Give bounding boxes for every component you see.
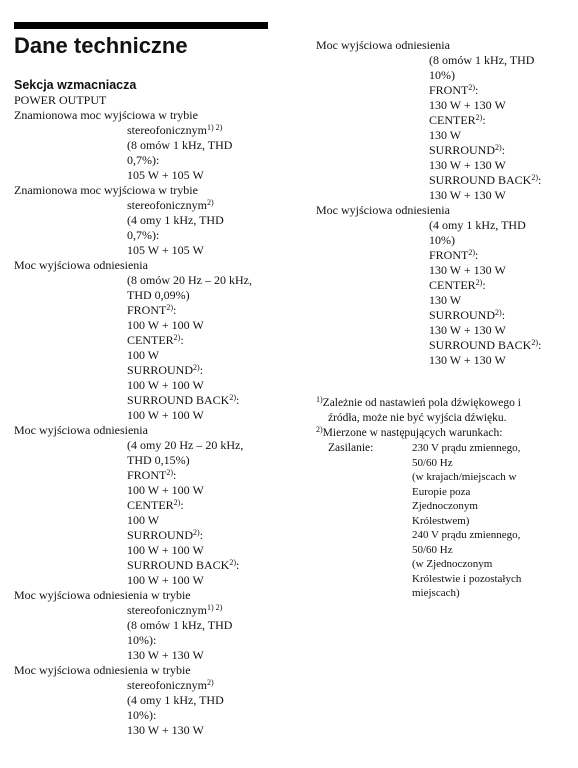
spec-line (14, 378, 294, 393)
spec-text: FRONT (429, 83, 469, 97)
spec-text: 130 W + 130 W (429, 263, 506, 277)
spec-text: SURROUND BACK (429, 338, 532, 352)
spec-text: Moc wyjściowa odniesienia (14, 423, 148, 437)
footnote-ref: 2) (495, 308, 502, 317)
spec-line (14, 258, 294, 273)
spec-line (14, 168, 294, 183)
spec-text: 100 W + 100 W (127, 378, 204, 392)
spec-line (316, 98, 571, 113)
footnote-ref: 2) (193, 528, 200, 537)
spec-text: CENTER (127, 498, 174, 512)
spec-line (316, 188, 571, 203)
spec-line (316, 158, 571, 173)
spec-text: 105 W + 105 W (127, 243, 204, 257)
spec-column-left (14, 93, 294, 738)
spec-line (316, 278, 571, 293)
supply-value-line: (w krajach/miejscach w (412, 471, 517, 483)
footnote-2 (316, 426, 571, 441)
spec-text: 100 W + 100 W (127, 573, 204, 587)
footnote-ref: 1) 2) (206, 603, 223, 612)
footnote-text: Mierzone w następujących warunkach: (322, 427, 503, 439)
spec-text: 130 W (429, 293, 462, 307)
spec-line (14, 618, 294, 633)
spec-text: 0,7%): (127, 228, 160, 242)
spec-line (316, 218, 571, 233)
spec-line (316, 128, 571, 143)
footnote-ref: 2) (475, 278, 483, 287)
footnote-ref: 2) (229, 393, 237, 402)
spec-line (14, 303, 294, 318)
spec-text: SURROUND BACK (429, 173, 532, 187)
spec-text: (8 omów 1 kHz, THD (127, 618, 233, 632)
supply-value-line: Królestwie i pozostałych (412, 572, 522, 585)
spec-text: (4 omy 20 Hz – 20 kHz, (127, 438, 244, 452)
spec-text: SURROUND BACK (127, 393, 230, 407)
spec-line (14, 558, 294, 573)
spec-text: CENTER (127, 333, 174, 347)
spec-line (14, 228, 294, 243)
spec-text: SURROUND (127, 363, 194, 377)
supply-label: Zasilanie: (328, 442, 374, 454)
spec-line (14, 528, 294, 543)
footnote-ref: 1) 2) (206, 123, 223, 132)
spec-line (14, 693, 294, 708)
spec-line (14, 678, 294, 693)
spec-line (14, 603, 294, 618)
spec-line (14, 498, 294, 513)
footnote-ref: 2) (468, 248, 476, 257)
supply-value-line: Królestwem) (412, 514, 470, 527)
spec-colon: : (199, 363, 204, 377)
spec-text: SURROUND (429, 308, 496, 322)
spec-line (14, 333, 294, 348)
spec-text: THD 0,15%) (127, 453, 190, 467)
supply-value-line: miejscach) (412, 587, 460, 599)
spec-line (316, 233, 571, 248)
footnote-ref: 2) (166, 468, 174, 477)
spec-text: 0,7%): (127, 153, 160, 167)
footnote-ref: 2) (206, 678, 214, 687)
spec-line (14, 648, 294, 663)
spec-text: Moc wyjściowa odniesienia (316, 38, 450, 52)
spec-line (316, 308, 571, 323)
spec-text: 130 W (429, 128, 462, 142)
footnote-ref: 2) (229, 558, 237, 567)
supply-value-line: 230 V prądu zmiennego, (412, 442, 521, 454)
spec-text: (8 omów 1 kHz, THD (429, 53, 535, 67)
spec-text: POWER OUTPUT (14, 93, 107, 107)
spec-line (316, 293, 571, 308)
spec-line (14, 393, 294, 408)
spec-colon: : (482, 113, 486, 127)
spec-text: SURROUND (127, 528, 194, 542)
footnote-1 (316, 396, 571, 411)
spec-line (14, 723, 294, 738)
spec-line (316, 323, 571, 338)
spec-line (14, 453, 294, 468)
spec-line (14, 243, 294, 258)
spec-line (14, 273, 294, 288)
spec-text: 130 W + 130 W (127, 723, 204, 737)
spec-text: 10%) (429, 68, 455, 82)
supply-row (316, 441, 571, 601)
spec-text: stereofonicznym (127, 198, 207, 212)
spec-line (316, 113, 571, 128)
footnote-ref: 2) (468, 83, 476, 92)
spec-line (316, 263, 571, 278)
spec-text: (4 omy 1 kHz, THD (429, 218, 526, 232)
spec-colon: : (475, 248, 479, 262)
spec-text: 130 W + 130 W (429, 188, 506, 202)
spec-line (14, 108, 294, 123)
footnote-text: Zależnie od nastawień pola dźwiękowego i (322, 397, 521, 409)
spec-line (14, 153, 294, 168)
spec-line (14, 633, 294, 648)
footnote-ref: 2) (193, 363, 200, 372)
spec-text: 100 W (127, 348, 160, 362)
spec-line (14, 408, 294, 423)
spec-line (14, 438, 294, 453)
spec-text: stereofonicznym (127, 678, 207, 692)
spec-text: 130 W + 130 W (429, 158, 506, 172)
spec-colon: : (173, 468, 177, 482)
spec-line (14, 423, 294, 438)
spec-colon: : (180, 498, 184, 512)
spec-line (14, 213, 294, 228)
spec-text: 10%): (127, 633, 157, 647)
spec-line (14, 468, 294, 483)
spec-text: 10%): (127, 708, 157, 722)
spec-line (14, 663, 294, 678)
spec-colon: : (173, 303, 177, 317)
spec-line (14, 573, 294, 588)
spec-line (316, 83, 571, 98)
spec-line (14, 588, 294, 603)
spec-line (14, 183, 294, 198)
spec-text: stereofonicznym (127, 123, 207, 137)
page-title: Dane techniczne (14, 33, 188, 58)
spec-text: 100 W (127, 513, 160, 527)
spec-text: FRONT (127, 303, 167, 317)
spec-colon: : (501, 143, 506, 157)
footnote-ref: 2) (475, 113, 483, 122)
spec-line (14, 93, 294, 108)
spec-text: Moc wyjściowa odniesienia (14, 258, 148, 272)
spec-text: Moc wyjściowa odniesienia (316, 203, 450, 217)
spec-text: (8 omów 1 kHz, THD (127, 138, 233, 152)
spec-line (316, 203, 571, 218)
spec-text: (8 omów 20 Hz – 20 kHz, (127, 273, 252, 287)
spec-column-right (316, 38, 571, 368)
spec-text: Znamionowa moc wyjściowa w trybie (14, 108, 198, 122)
supply-value-line: Zjednoczonym (412, 500, 478, 512)
spec-colon: : (199, 528, 204, 542)
spec-colon: : (501, 308, 506, 322)
spec-line (14, 363, 294, 378)
footnote-ref: 2) (166, 303, 174, 312)
spec-line (316, 38, 571, 53)
spec-line (316, 248, 571, 263)
spec-text: (4 omy 1 kHz, THD (127, 213, 224, 227)
footnote-ref: 2) (531, 173, 539, 182)
spec-text: CENTER (429, 278, 476, 292)
spec-line (14, 138, 294, 153)
supply-value-line: Europie poza (412, 485, 471, 498)
spec-line (316, 68, 571, 83)
spec-line (316, 353, 571, 368)
spec-colon: : (236, 393, 240, 407)
spec-line (316, 53, 571, 68)
spec-line (316, 173, 571, 188)
spec-line (14, 543, 294, 558)
spec-text: stereofonicznym (127, 603, 207, 617)
supply-value-line: 240 V prądu zmiennego, (412, 529, 521, 541)
spec-colon: : (236, 558, 240, 572)
supply-value-line: 50/60 Hz (412, 456, 453, 469)
spec-text: 100 W + 100 W (127, 408, 204, 422)
spec-text: (4 omy 1 kHz, THD (127, 693, 224, 707)
spec-text: 105 W + 105 W (127, 168, 204, 182)
spec-line (316, 143, 571, 158)
footnotes (316, 396, 571, 601)
spec-colon: : (538, 173, 542, 187)
spec-text: 10%) (429, 233, 455, 247)
footnote-ref: 2) (495, 143, 502, 152)
footnote-ref: 2) (173, 498, 181, 507)
spec-text: FRONT (429, 248, 469, 262)
spec-text: SURROUND BACK (127, 558, 230, 572)
spec-line (316, 338, 571, 353)
supply-values (412, 441, 562, 601)
spec-line (14, 123, 294, 138)
footnote-ref: 2) (173, 333, 181, 342)
section-title: Sekcja wzmacniacza (14, 78, 137, 92)
spec-text: Moc wyjściowa odniesienia w trybie (14, 588, 191, 602)
footnote-mark: 2) (316, 425, 323, 434)
footnote-mark: 1) (316, 395, 323, 404)
spec-line (14, 198, 294, 213)
spec-text: 130 W + 130 W (429, 353, 506, 367)
spec-colon: : (180, 333, 184, 347)
spec-text: 130 W + 130 W (429, 323, 506, 337)
spec-line (14, 288, 294, 303)
spec-text: SURROUND (429, 143, 496, 157)
spec-line (14, 708, 294, 723)
spec-line (14, 348, 294, 363)
spec-text: 130 W + 130 W (429, 98, 506, 112)
footnote-1-cont: źródła, może nie być wyjścia dźwięku. (328, 412, 507, 424)
spec-text: Moc wyjściowa odniesienia w trybie (14, 663, 191, 677)
spec-text: 100 W + 100 W (127, 483, 204, 497)
spec-text: Znamionowa moc wyjściowa w trybie (14, 183, 198, 197)
spec-text: FRONT (127, 468, 167, 482)
spec-text: 100 W + 100 W (127, 318, 204, 332)
spec-colon: : (482, 278, 486, 292)
spec-colon: : (538, 338, 542, 352)
spec-text: CENTER (429, 113, 476, 127)
spec-colon: : (475, 83, 479, 97)
spec-line (14, 318, 294, 333)
supply-value-line: 50/60 Hz (412, 543, 453, 556)
supply-value-line: (w Zjednoczonym (412, 558, 493, 570)
spec-text: 100 W + 100 W (127, 543, 204, 557)
spec-line (14, 483, 294, 498)
header-rule (14, 22, 268, 29)
spec-text: 130 W + 130 W (127, 648, 204, 662)
footnote-ref: 2) (531, 338, 539, 347)
spec-text: THD 0,09%) (127, 288, 190, 302)
spec-line (14, 513, 294, 528)
footnote-ref: 2) (206, 198, 214, 207)
